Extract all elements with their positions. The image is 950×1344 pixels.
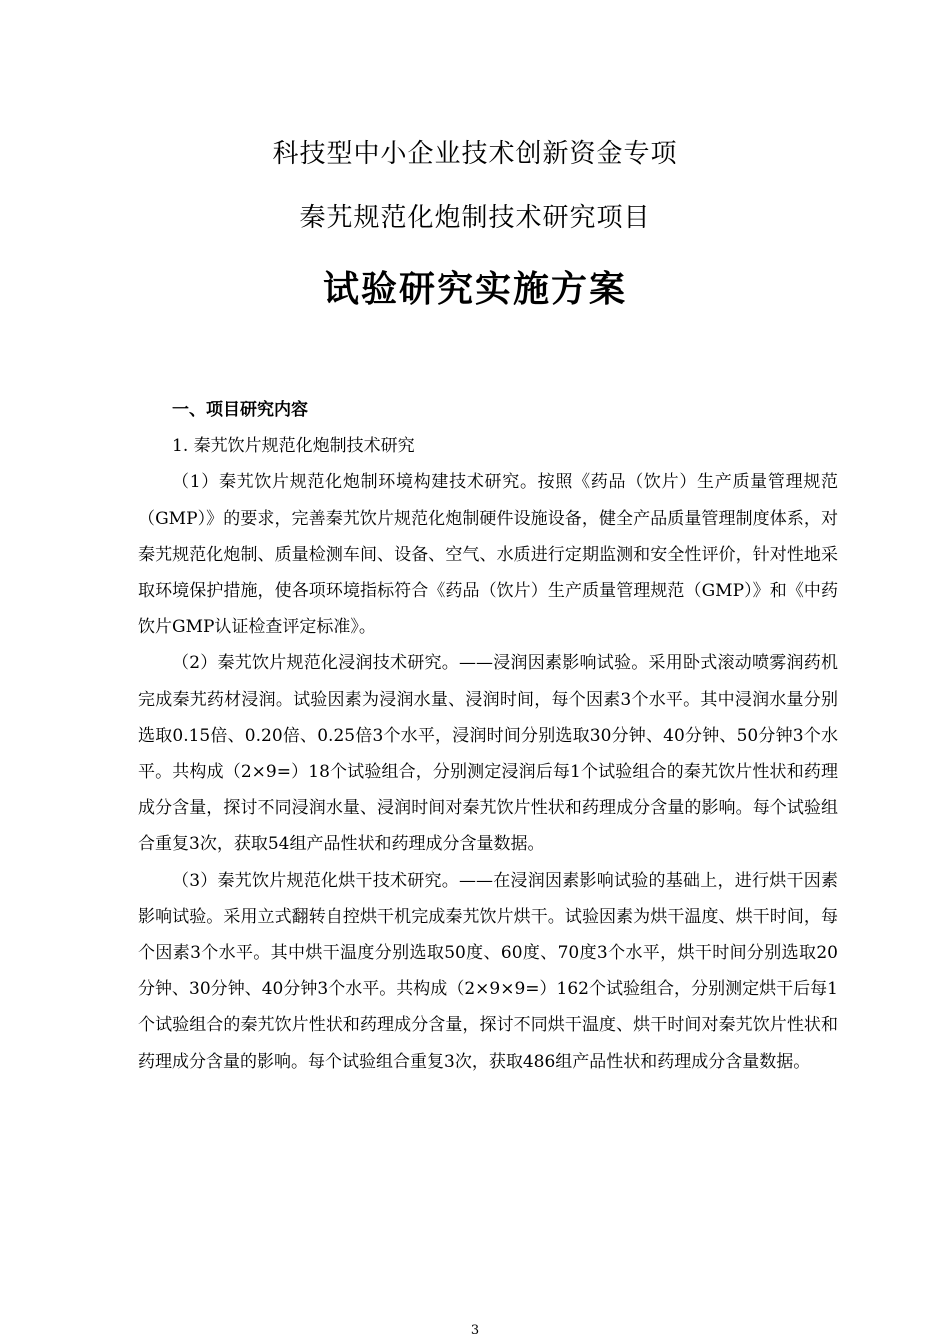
paragraph-drying: （3）秦艽饮片规范化烘干技术研究。——在浸润因素影响试验的基础上，进行烘干因素影响试验。采用立式翻转自控烘干机完成秦艽饮片烘干。试验因素为烘干温度、烘干时间，每个因素3个水平。其中烘干温度分别选取50度、60度、70度3个水平，烘干时间分别选取20分钟、30分钟、40分钟3个水平。共构成（2×9×9=）162个试验组合，分别测定烘干后每1个试验组合的秦艽饮片性状和药理成分含量，探讨不同烘干温度、烘干时间对秦艽饮片性状和药理成分含量的影响。每个试验组合重复3次，获取486组产品性状和药理成分含量数据。: [138, 870, 838, 1072]
paragraph-soaking: （2）秦艽饮片规范化浸润技术研究。——浸润因素影响试验。采用卧式滚动喷雾润药机完成秦艽药材浸润。试验因素为浸润水量、浸润时间，每个因素3个水平。其中浸润水量分别选取0.15倍、0.20倍、0.25倍3个水平，浸润时间分别选取30分钟、40分钟、50分钟3个水平。共构成（2×9=）18个试验组合，分别测定浸润后每1个试验组合的秦艽饮片性状和药理成分含量，探讨不同浸润水量、浸润时间对秦艽饮片性状和药理成分含量的影响。每个试验组合重复3次，获取54组产品性状和药理成分含量数据。: [138, 653, 838, 855]
title-line-1: 科技型中小企业技术创新资金专项: [272, 139, 678, 169]
paragraph-environment: （1）秦艽饮片规范化炮制环境构建技术研究。按照《药品（饮片）生产质量管理规范（GMP）》的要求，完善秦艽饮片规范化炮制硬件设施设备，健全产品质量管理制度体系，对秦艽规范化炮制、质量检测车间、设备、空气、水质进行定期监测和安全性评价，针对性地采取环境保护措施，使各项环境指标符合《药品（饮片）生产质量管理规范（GMP）》和《中药饮片GMP认证检查评定标准》。: [138, 472, 838, 638]
title-line-2: 秦艽规范化炮制技术研究项目: [299, 203, 651, 233]
document-body: [138, 392, 838, 1080]
document-title: 试验研究实施方案: [322, 269, 627, 310]
page-number: 3: [470, 1323, 480, 1338]
subsection-heading: 1. 秦艽饮片规范化炮制技术研究: [172, 436, 415, 457]
section-heading: 一、项目研究内容: [172, 400, 308, 420]
